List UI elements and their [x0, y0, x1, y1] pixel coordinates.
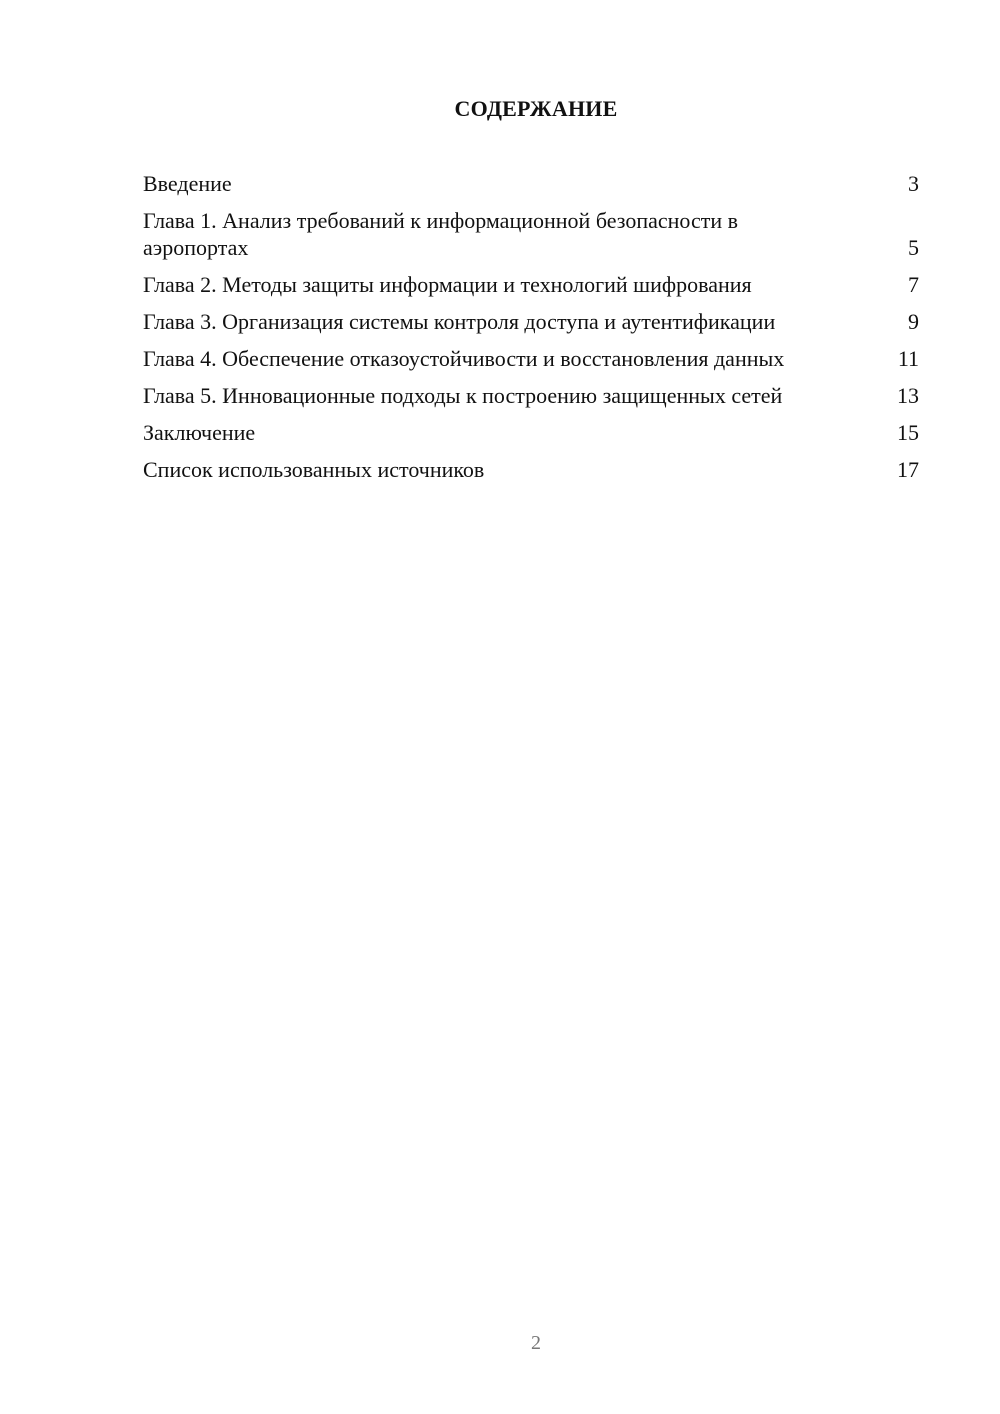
toc-entry-introduction [143, 170, 919, 197]
toc-entry-page: 11 [897, 346, 919, 371]
toc-entry-conclusion [143, 419, 919, 446]
toc-entry-page: 15 [897, 420, 919, 445]
toc-entry-page: 7 [908, 272, 919, 297]
toc-entry-page: 5 [908, 235, 919, 260]
table-of-contents [143, 170, 919, 493]
toc-entry-text: Глава 1. Анализ требований к информационной безопасности в аэропортах [143, 208, 738, 260]
toc-entry-text: Заключение [143, 420, 256, 445]
toc-entry-text: Введение [143, 171, 232, 196]
toc-entry-page: 13 [897, 383, 919, 408]
toc-title: СОДЕРЖАНИЕ [454, 96, 618, 121]
toc-entry-page: 3 [908, 171, 919, 196]
toc-entry-text: Глава 2. Методы защиты информации и технологий шифрования [143, 272, 752, 297]
toc-entry-text: Глава 5. Инновационные подходы к построению защищенных сетей [143, 383, 783, 408]
toc-entry-chapter-3 [143, 308, 919, 335]
toc-entry-chapter-2 [143, 271, 919, 298]
page-number: 2 [531, 1332, 541, 1354]
toc-entry-chapter-4 [143, 345, 919, 372]
toc-entry-text: Глава 3. Организация системы контроля доступа и аутентификации [143, 309, 776, 334]
toc-entry-references [143, 456, 919, 483]
toc-entry-page: 9 [908, 309, 919, 334]
toc-entry-chapter-5 [143, 382, 919, 409]
toc-entry-page: 17 [897, 457, 919, 482]
toc-entry-chapter-1 [143, 207, 919, 261]
toc-entry-text: Глава 4. Обеспечение отказоустойчивости и восстановления данных [143, 346, 785, 371]
toc-entry-text: Список использованных источников [143, 457, 485, 482]
